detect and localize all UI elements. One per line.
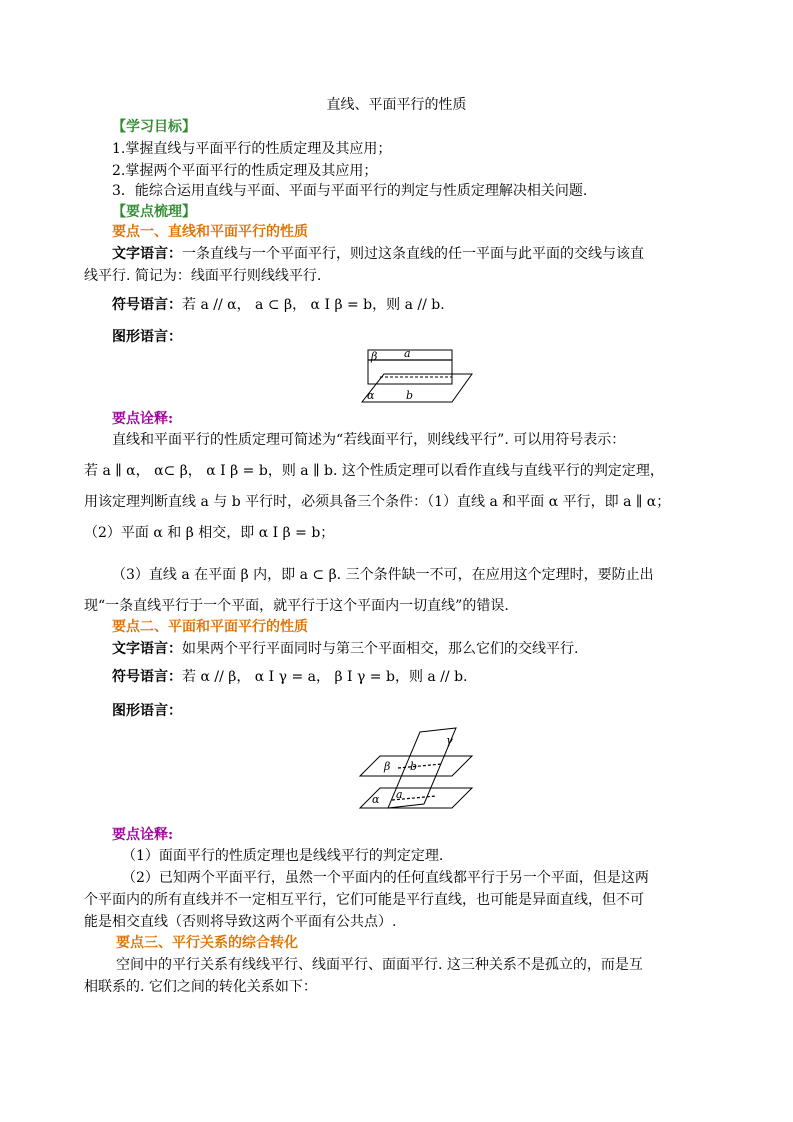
point1-note-line: （3）直线 a 在平面 β 内，即 a ⊂ β. 三个条件缺一不可，在应用这个定理时，要防止出 <box>112 567 654 583</box>
point1-heading: 要点一、直线和平面平行的性质 <box>112 224 308 240</box>
point1-note-line: 现“一条直线平行于一个平面，就平行于这个平面内一切直线”的错误. <box>84 598 509 614</box>
line-plane-parallel-figure <box>360 344 476 406</box>
key-points-header: 【要点梳理】 <box>112 204 196 220</box>
figure-label-a: a <box>396 788 403 801</box>
text-language-label: 文字语言： <box>112 246 182 262</box>
plane-plane-parallel-figure <box>358 726 474 812</box>
figure-label-gamma: γ <box>446 734 453 747</box>
point1-note-heading: 要点诠释: <box>112 411 174 427</box>
figure-label-alpha: α <box>367 389 375 402</box>
symbol-language-label: 符号语言： <box>112 669 182 685</box>
point2-note-heading: 要点诠释: <box>112 827 174 843</box>
point1-symbol-content: 若 a // α， a ⊂ β， α I β = b，则 a // b. <box>182 297 445 313</box>
point2-note-line: 能是相交直线（否则将导致这两个平面有公共点）. <box>84 914 397 930</box>
figure-label-alpha: α <box>372 793 380 806</box>
point1-symbol-line <box>112 296 445 314</box>
point1-note-line: （2）平面 α 和 β 相交，即 α I β = b； <box>84 525 335 541</box>
figure-language-label: 图形语言： <box>112 329 182 345</box>
figure-label-b: b <box>410 760 418 773</box>
point2-heading: 要点二、平面和平面平行的性质 <box>112 619 308 635</box>
point2-note-line: 个平面内的所有直线并不一定相互平行，它们可能是平行直线，也可能是异面直线，但不可 <box>84 892 644 908</box>
point2-text-content: 如果两个平行平面同时与第三个平面相交，那么它们的交线平行. <box>182 641 579 657</box>
point3-line: 相联系的. 它们之间的转化关系如下： <box>84 979 317 995</box>
text-language-label: 文字语言： <box>112 641 182 657</box>
objective-item: 3．能综合运用直线与平面、平面与平面平行的判定与性质定理解决相关问题. <box>112 183 588 199</box>
point1-text-content: 一条直线与一个平面平行，则过这条直线的任一平面与此平面的交线与该直 <box>182 246 644 262</box>
figure-label-beta: β <box>371 350 378 363</box>
figure-language-label: 图形语言： <box>112 703 182 719</box>
figure-label-beta: β <box>384 760 391 773</box>
point2-text-line <box>112 640 578 658</box>
point2-note-line: （2）已知两个平面平行，虽然一个平面内的任何直线都平行于另一个平面，但是这两 <box>122 870 649 886</box>
objective-item: 2.掌握两个平面平行的性质定理及其应用； <box>112 163 378 179</box>
point3-heading: 要点三、平行关系的综合转化 <box>116 935 298 951</box>
point1-text-line2: 线平行. 简记为：线面平行则线线平行. <box>84 268 322 284</box>
point2-symbol-line <box>112 668 468 686</box>
point1-note-line: 用该定理判断直线 a 与 b 平行时，必须具备三个条件：（1）直线 a 和平面 α 平行，即 a ∥ α； <box>84 494 671 510</box>
figure-label-a: a <box>404 347 411 360</box>
point1-note-line: 若 a ∥ α， α⊂ β， α I β = b，则 a ∥ b. 这个性质定理可以看作直线与直线平行的判定定理， <box>84 463 664 479</box>
point1-text-line <box>112 245 644 263</box>
point2-note-line: （1）面面平行的性质定理也是线线平行的判定定理. <box>122 848 444 864</box>
figure-label-b: b <box>406 389 414 402</box>
objective-item: 1.掌握直线与平面平行的性质定理及其应用； <box>112 141 392 157</box>
point1-note-line: 直线和平面平行的性质定理可简述为“若线面平行，则线线平行”. 可以用符号表示： <box>112 432 626 448</box>
page-title: 直线、平面平行的性质 <box>326 97 467 113</box>
point3-line: 空间中的平行关系有线线平行、线面平行、面面平行. 这三种关系不是孤立的，而是互 <box>116 957 643 973</box>
symbol-language-label: 符号语言： <box>112 297 182 313</box>
objectives-header: 【学习目标】 <box>112 119 196 135</box>
point2-symbol-content: 若 α // β， α I γ = a， β I γ = b，则 a // b. <box>182 669 468 685</box>
